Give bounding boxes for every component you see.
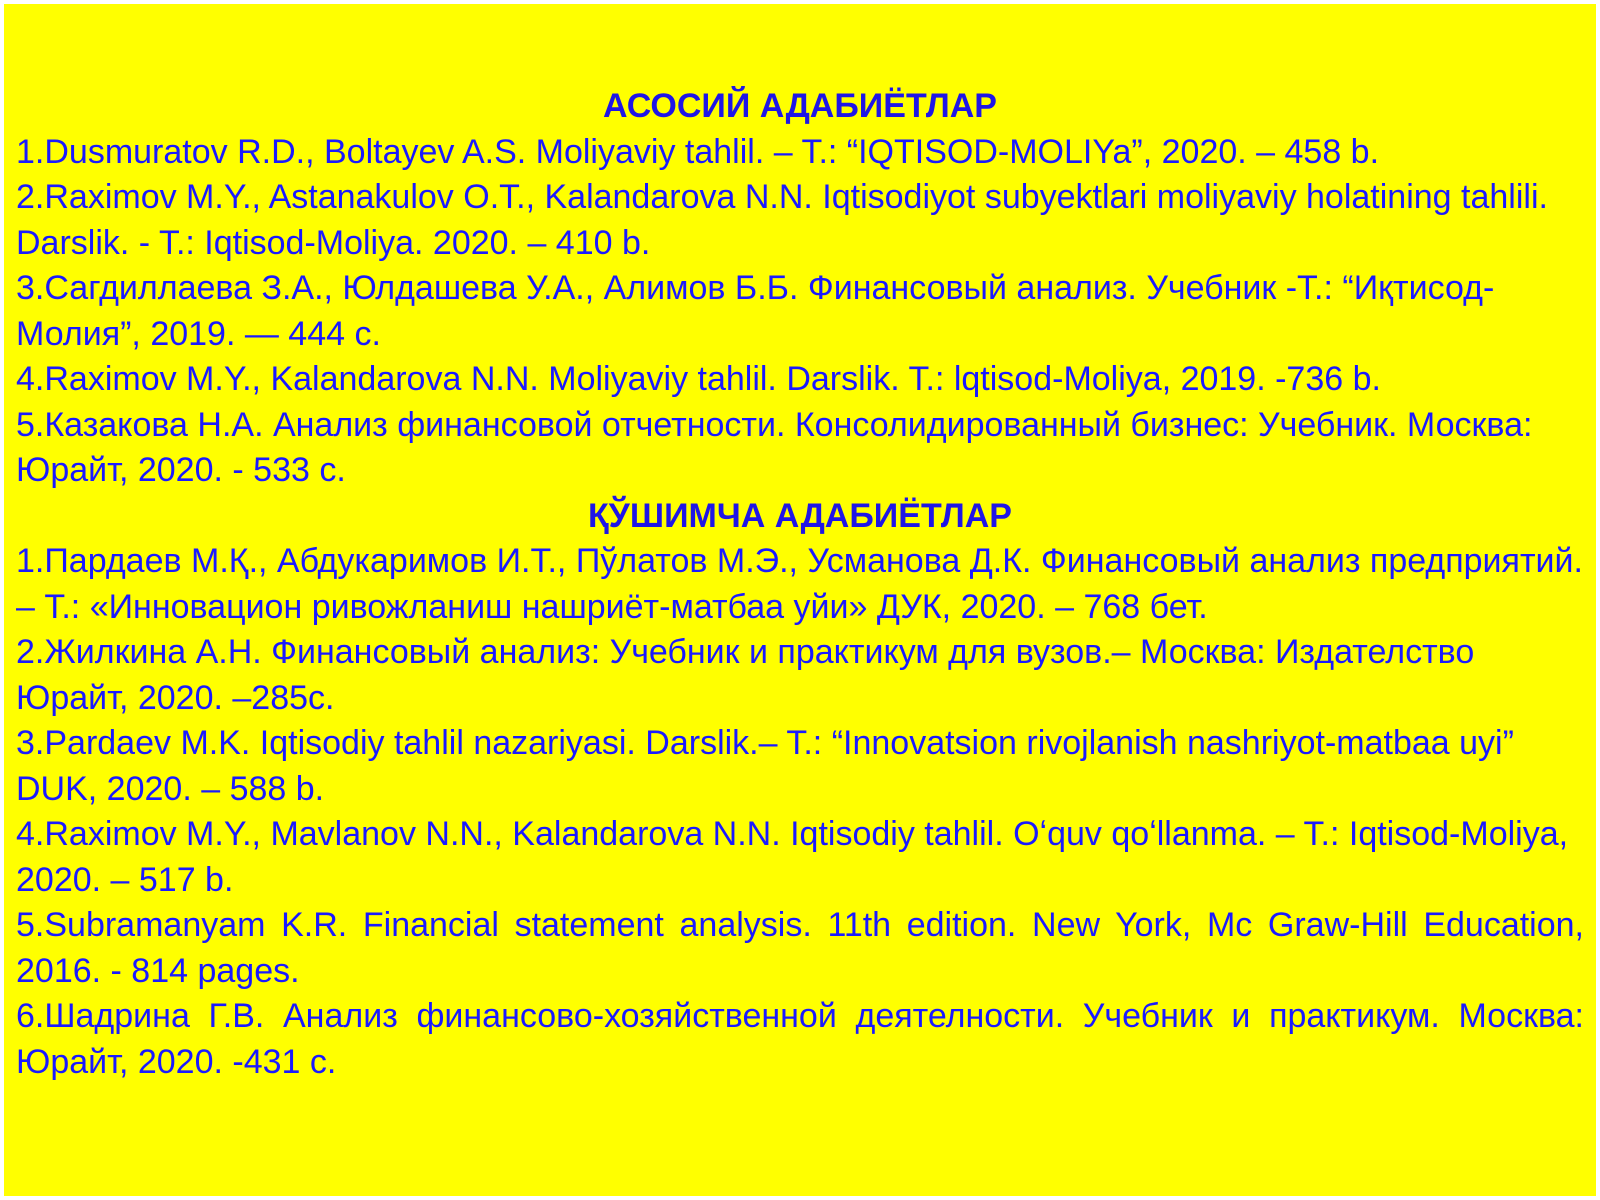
additional-literature-item-2: 2.Жилкина А.Н. Финансовый анализ: Учебник и практикум для вузов.– Москва: Издателство Юрайт, 2020. –285с. <box>16 633 1475 717</box>
main-literature-item-4: 4.Raximov M.Y., Kalandarova N.N. Moliyaviy tahlil. Darslik. T.: lqtisod-Moliya, 2019. -736 b. <box>16 360 1381 398</box>
additional-literature-item-1: 1.Пардаев М.Қ., Абдукаримов И.Т., Пўлатов М.Э., Усманова Д.К. Финансовый анализ предприятий. – Т.: «Инновацион ривожланиш нашриёт-матбаа уйи» ДУК, 2020. – 768 бет. <box>16 542 1583 626</box>
main-literature-item-1: 1.Dusmuratov R.D., Boltayev A.S. Moliyaviy tahlil. – T.: “IQTISOD-MOLIYa”, 2020. – 458 b. <box>16 132 1380 171</box>
literature-list <box>16 84 1584 1085</box>
main-literature-item-3: 3.Сагдиллаева З.А., Юлдашева У.А., Алимов Б.Б. Финансовый анализ. Учебник -Т.: “Иқтисод-Молия”, 2019. — 444 с. <box>16 269 1495 353</box>
additional-literature-item-5: 5.Subramanyam K.R. Financial statement analysis. 11th edition. New York, Mc Graw-Hill Education, 2016. - 814 pages. <box>16 906 1584 990</box>
main-literature-heading: АСОСИЙ АДАБИЁТЛАР <box>603 87 997 125</box>
additional-literature-heading: ҚЎШИМЧА АДАБИЁТЛАР <box>588 496 1012 535</box>
main-literature-item-2: 2.Raximov M.Y., Astanakulov O.T., Kalandarova N.N. Iqtisodiyot subyektlari moliyaviy holatining tahlili. Darslik. - T.: Iqtisod-Moliya. 2020. – 410 b. <box>16 178 1548 262</box>
main-literature-item-5: 5.Казакова Н.А. Анализ финансовой отчетности. Консолидированный бизнес: Учебник. Москва: Юрайт, 2020. - 533 с. <box>16 405 1533 489</box>
additional-literature-item-3: 3.Pardaev M.K. Iqtisodiy tahlil nazariyasi. Darslik.– T.: “Innovatsion rivojlanish nashriyot-matbaa uyi” DUK, 2020. – 588 b. <box>16 724 1514 808</box>
additional-literature-item-6: 6.Шадрина Г.В. Анализ финансово-хозяйственной деятелности. Учебник и практикум. Москва: Юрайт, 2020. -431 с. <box>16 997 1584 1081</box>
slide-background <box>4 4 1596 1196</box>
additional-literature-item-4: 4.Raximov M.Y., Mavlanov N.N., Kalandarova N.N. Iqtisodiy tahlil. Oʻquv qoʻllanma. – T.: Iqtisod-Moliya, 2020. – 517 b. <box>16 815 1569 899</box>
